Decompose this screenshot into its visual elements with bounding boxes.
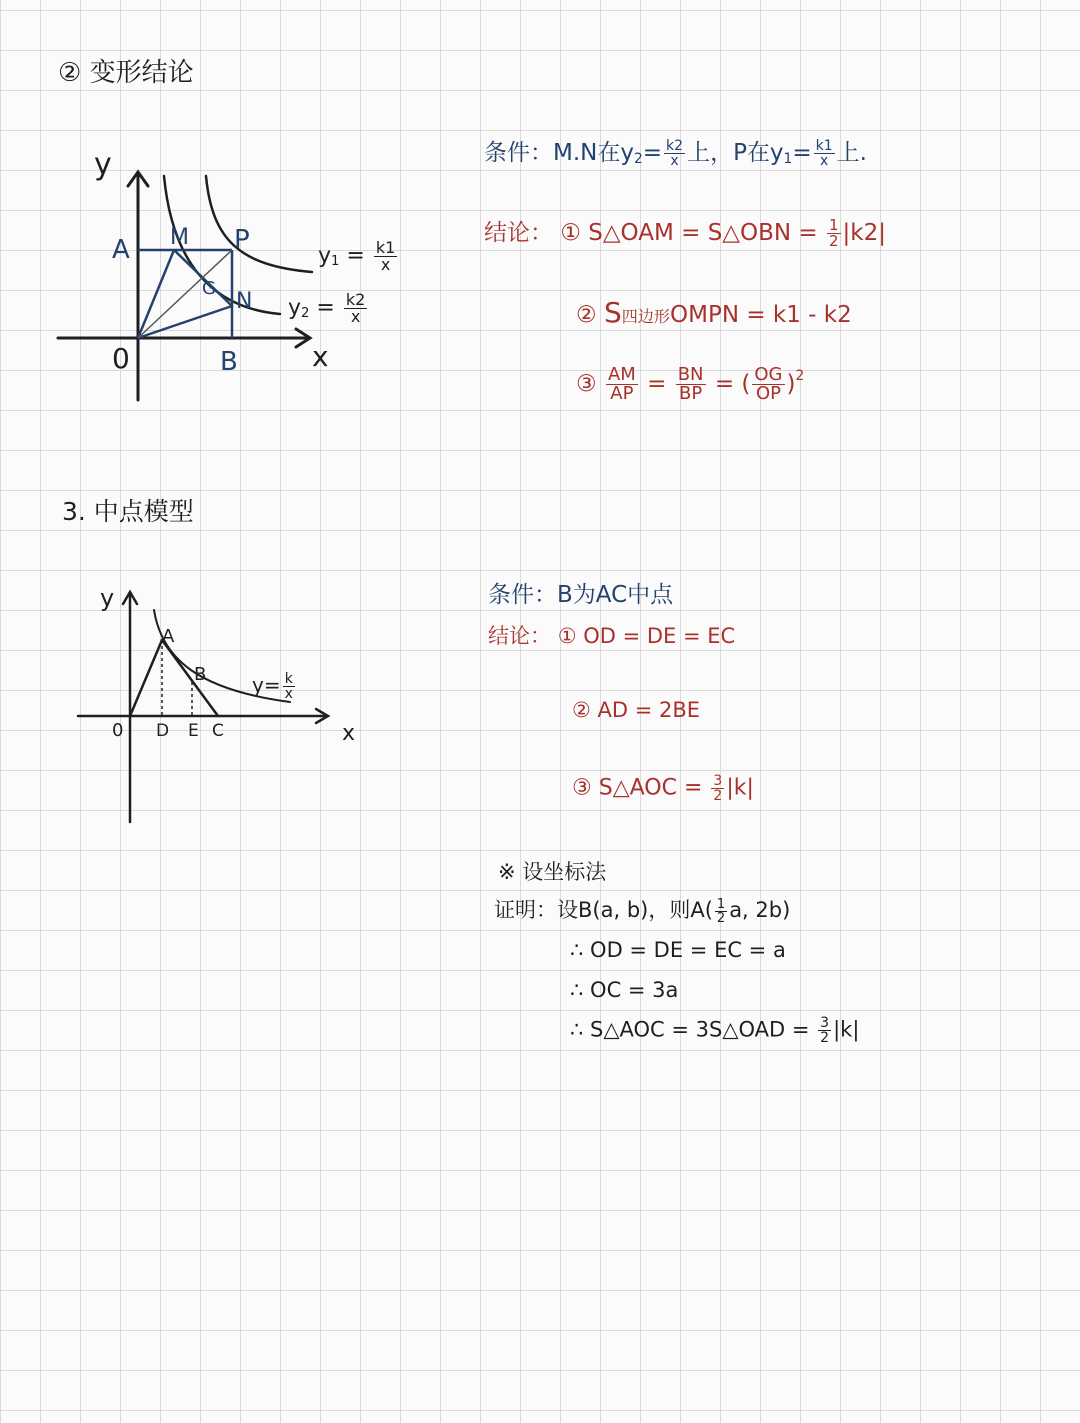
c1-num: 1: [828, 216, 839, 234]
c2-text: OMPN = k1 - k2: [670, 302, 852, 328]
diagram1-axis-y: y: [94, 147, 112, 182]
proof-line4-den: 2: [820, 1030, 830, 1046]
section3-conclusion-3: [572, 774, 754, 803]
diagram1-axis-x: x: [312, 340, 329, 373]
s3-c1-text: OD = DE = EC: [583, 624, 736, 648]
s3-condition-text: B为AC中点: [557, 582, 674, 608]
c1-tail: |k2|: [842, 220, 886, 246]
condition-den2: x: [819, 153, 829, 169]
curve1-sub: 1: [331, 254, 340, 270]
condition-text2: 上，P在y: [687, 140, 784, 166]
condition-num2: k1: [815, 138, 833, 154]
diagram1-label-G: G: [202, 278, 216, 299]
proof-line1-a: 设B(a, b)，则A(: [557, 898, 713, 922]
curve2-num: k2: [345, 290, 366, 309]
diagram2-label-A: A: [162, 626, 175, 647]
diagram1-label-N: N: [236, 289, 253, 314]
s3-c3-tail: |k|: [726, 775, 754, 801]
c3-f2-den: BP: [679, 383, 703, 404]
c3-eq1: =: [647, 371, 667, 397]
diagram1-label-P: P: [234, 225, 250, 255]
diagram2-label-E: E: [188, 721, 199, 741]
proof-label: 证明：: [494, 898, 557, 922]
curve1-den: x: [380, 255, 391, 274]
proof-line4-a: ∴ S△AOC = 3S△OAD =: [570, 1017, 810, 1042]
c3-f1-den: AP: [610, 383, 634, 404]
condition-text1: M.N在y: [553, 140, 634, 166]
proof-line4-num: 3: [820, 1015, 830, 1031]
s3-c3-num: 3: [713, 773, 723, 789]
proof-line-4: [570, 1016, 859, 1045]
diagram1-label-B: B: [220, 347, 238, 377]
c3-mark: ③: [576, 371, 597, 397]
c3-eq2: = (: [714, 371, 751, 397]
s3-conclusion-label: 结论：: [488, 624, 551, 648]
condition-eq1: =: [642, 140, 663, 166]
diagram2-origin: 0: [112, 720, 124, 741]
diagram2-axis-x: x: [342, 721, 356, 746]
c3-exp: 2: [795, 367, 805, 384]
c2-s: S: [603, 296, 622, 329]
c2-small: 四边形: [621, 307, 670, 326]
method-title: ※ 设坐标法: [498, 860, 607, 884]
c2-mark: ②: [576, 302, 597, 328]
section3-conclusion-1: [488, 620, 735, 650]
curve1-lhs: y: [318, 243, 332, 269]
c1-mark: ①: [560, 220, 581, 246]
segment-AC: [162, 640, 218, 716]
curve2-lhs: y: [288, 295, 302, 321]
c3-f3-num: OG: [754, 364, 783, 385]
c3-f3-den: OP: [755, 383, 781, 404]
diagram2-label-B: B: [194, 664, 207, 685]
proof-line-3: ∴ OC = 3a: [570, 978, 679, 1002]
condition-text3: 上.: [836, 140, 867, 166]
s3-c2-text: AD = 2BE: [597, 698, 701, 722]
proof-line-1: [494, 894, 790, 925]
diagram-hyperbola-two-curves: [40, 140, 420, 410]
section2-title: ② 变形结论: [58, 58, 194, 88]
section3-title: 3. 中点模型: [62, 497, 194, 526]
diagram1-curve1-label: $y_1$ = $\frac{k1}{x}$: [318, 238, 396, 274]
c3-f1-num: AM: [607, 364, 636, 385]
condition-num1: k2: [666, 138, 684, 154]
proof-line1-num: 1: [716, 896, 726, 912]
curve-num: k: [284, 671, 293, 687]
section3-condition: [488, 576, 673, 609]
diagram1-label-A: A: [112, 235, 130, 265]
section2-conclusion-2: [576, 296, 852, 329]
proof-line1-b: a, 2b): [729, 898, 791, 922]
diagram2-curve-label: [252, 672, 297, 701]
segment-OM: [138, 250, 174, 338]
curve-y1: [206, 176, 312, 272]
c1-den: 2: [828, 232, 839, 250]
condition-sub1: 2: [633, 150, 643, 167]
curve2-den: x: [350, 307, 361, 326]
section2-conclusion-3: [576, 366, 804, 403]
diagram2-axis-y: y: [100, 584, 115, 612]
diagram-midpoint-model: [70, 580, 370, 840]
segment-ON: [138, 306, 232, 338]
conclusion-label: 结论：: [484, 220, 553, 246]
segment-OA: [130, 640, 162, 716]
curve2-sub: 2: [301, 306, 310, 322]
diagram1-origin: 0: [112, 342, 130, 375]
section3-conclusion-2: [572, 698, 700, 722]
curve1-num: k1: [375, 238, 396, 257]
condition-label: 条件：: [484, 140, 553, 166]
c3-f2-num: BN: [677, 364, 704, 385]
proof-line-2: ∴ OD = DE = EC = a: [570, 938, 786, 962]
condition-sub2: 1: [783, 150, 793, 167]
diagram2-label-D: D: [156, 721, 170, 741]
s3-c3-mark: ③: [572, 775, 592, 801]
proof-line4-tail: |k|: [833, 1017, 860, 1042]
curve-den: x: [284, 686, 293, 702]
s3-condition-label: 条件：: [488, 582, 557, 608]
c1-text: S△OAM = S△OBN =: [588, 220, 818, 246]
condition-eq2: =: [792, 140, 812, 166]
proof-line1-den: 2: [716, 910, 726, 926]
diagram2-label-C: C: [212, 721, 224, 741]
section2-conclusion-1: [484, 214, 886, 249]
section2-condition: [484, 134, 867, 168]
diagram1-curve2-label: $y_2$ = $\frac{k2}{x}$: [288, 290, 366, 326]
condition-den1: x: [670, 153, 679, 169]
curve-lhs: y=: [252, 673, 281, 697]
c3-close: ): [786, 371, 796, 397]
s3-c2-mark: ②: [572, 698, 591, 722]
diagram1-label-M: M: [170, 225, 189, 250]
s3-c3-den: 2: [713, 788, 723, 804]
s3-c3-text: S△AOC =: [598, 775, 703, 801]
s3-c1-mark: ①: [557, 624, 577, 648]
